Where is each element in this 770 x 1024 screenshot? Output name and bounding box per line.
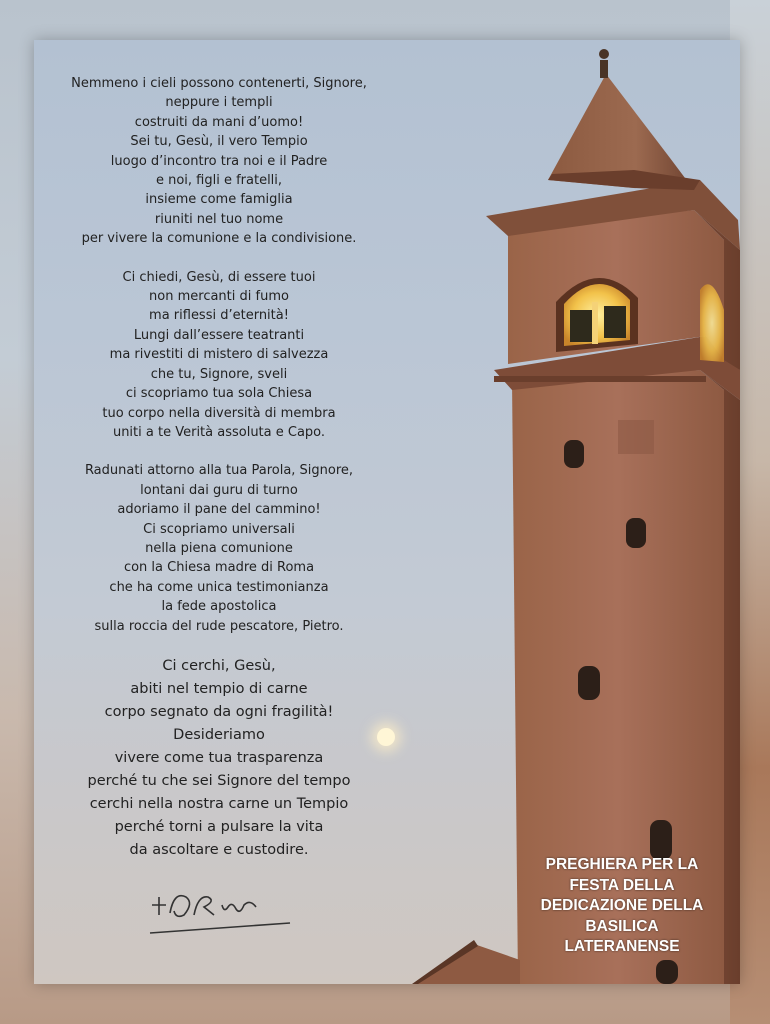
caption-line: BASILICA [585, 917, 659, 935]
caption-line: DEDICAZIONE DELLA [540, 897, 704, 914]
poem-line: e noi, figli e fratelli, [155, 173, 283, 189]
poem-stanza-2 [54, 268, 384, 443]
poem-line: Desideriamo [173, 726, 265, 743]
caption-line: PREGHIERA PER LA [545, 856, 699, 873]
poster-photo [34, 40, 740, 984]
poem-line: tuo corpo nella diversità di membra [102, 405, 336, 421]
poem-line: corpo segnato da ogni fragilità! [104, 703, 334, 720]
poem-line: luogo d’incontro tra noi e il Padre [110, 153, 328, 169]
poem-line: neppure i templi [165, 95, 273, 111]
poem-stanza-4 [54, 655, 384, 862]
poem-line: Radunati attorno alla tua Parola, Signore, [84, 463, 354, 479]
poem-line: ma rivestiti di mistero di salvezza [109, 347, 329, 363]
caption-title [524, 855, 720, 958]
poem-line: Ci chiedi, Gesù, di essere tuoi [122, 269, 316, 285]
poem-line: sulla roccia del rude pescatore, Pietro. [94, 618, 344, 634]
poem-line: la fede apostolica [161, 599, 277, 615]
poem-line: abiti nel tempio di carne [130, 680, 308, 697]
poem-line: Ci scopriamo universali [143, 521, 295, 537]
poem-line: cerchi nella nostra carne un Tempio [89, 795, 349, 812]
poem [54, 74, 384, 881]
poem-line: insieme come famiglia [145, 192, 293, 208]
poem-line: riuniti nel tuo nome [154, 211, 284, 227]
poem-line: ci scopriamo tua sola Chiesa [125, 386, 313, 402]
poem-line: adoriamo il pane del cammino! [117, 502, 321, 518]
poem-line: uniti a te Verità assoluta e Capo. [112, 424, 326, 440]
poem-stanza-3 [54, 461, 384, 636]
poem-line: non mercanti di fumo [149, 289, 289, 305]
poem-line: con la Chiesa madre di Roma [123, 560, 315, 576]
poem-line: ma riflessi d’eternità! [149, 308, 289, 324]
poem-line: vivere come tua trasparenza [114, 749, 324, 766]
poem-line: Nemmeno i cieli possono contenerti, Signore, [71, 76, 367, 91]
poem-line: Lungi dall’essere teatranti [133, 327, 305, 343]
poem-line: lontani dai guru di turno [140, 482, 298, 498]
poem-line: che ha come unica testimonianza [109, 579, 329, 595]
poem-line: Sei tu, Gesù, il vero Tempio [130, 134, 308, 150]
poem-line: Ci cerchi, Gesù, [162, 657, 276, 674]
poem-line: perché torni a pulsare la vita [114, 818, 324, 835]
poem-stanza-1 [54, 74, 384, 249]
poem-line: nella piena comunione [145, 540, 293, 556]
handwritten-signature [144, 885, 304, 945]
poem-line: perché tu che sei Signore del tempo [87, 772, 351, 789]
poem-line: costruiti da mani d’uomo! [134, 114, 304, 130]
poem-line: da ascoltare e custodire. [129, 841, 309, 858]
caption-line: LATERANENSE [564, 938, 680, 955]
caption-line: FESTA DELLA [569, 876, 675, 894]
poem-line: che tu, Signore, sveli [150, 366, 288, 382]
poem-line: per vivere la comunione e la condivisione. [81, 231, 357, 247]
